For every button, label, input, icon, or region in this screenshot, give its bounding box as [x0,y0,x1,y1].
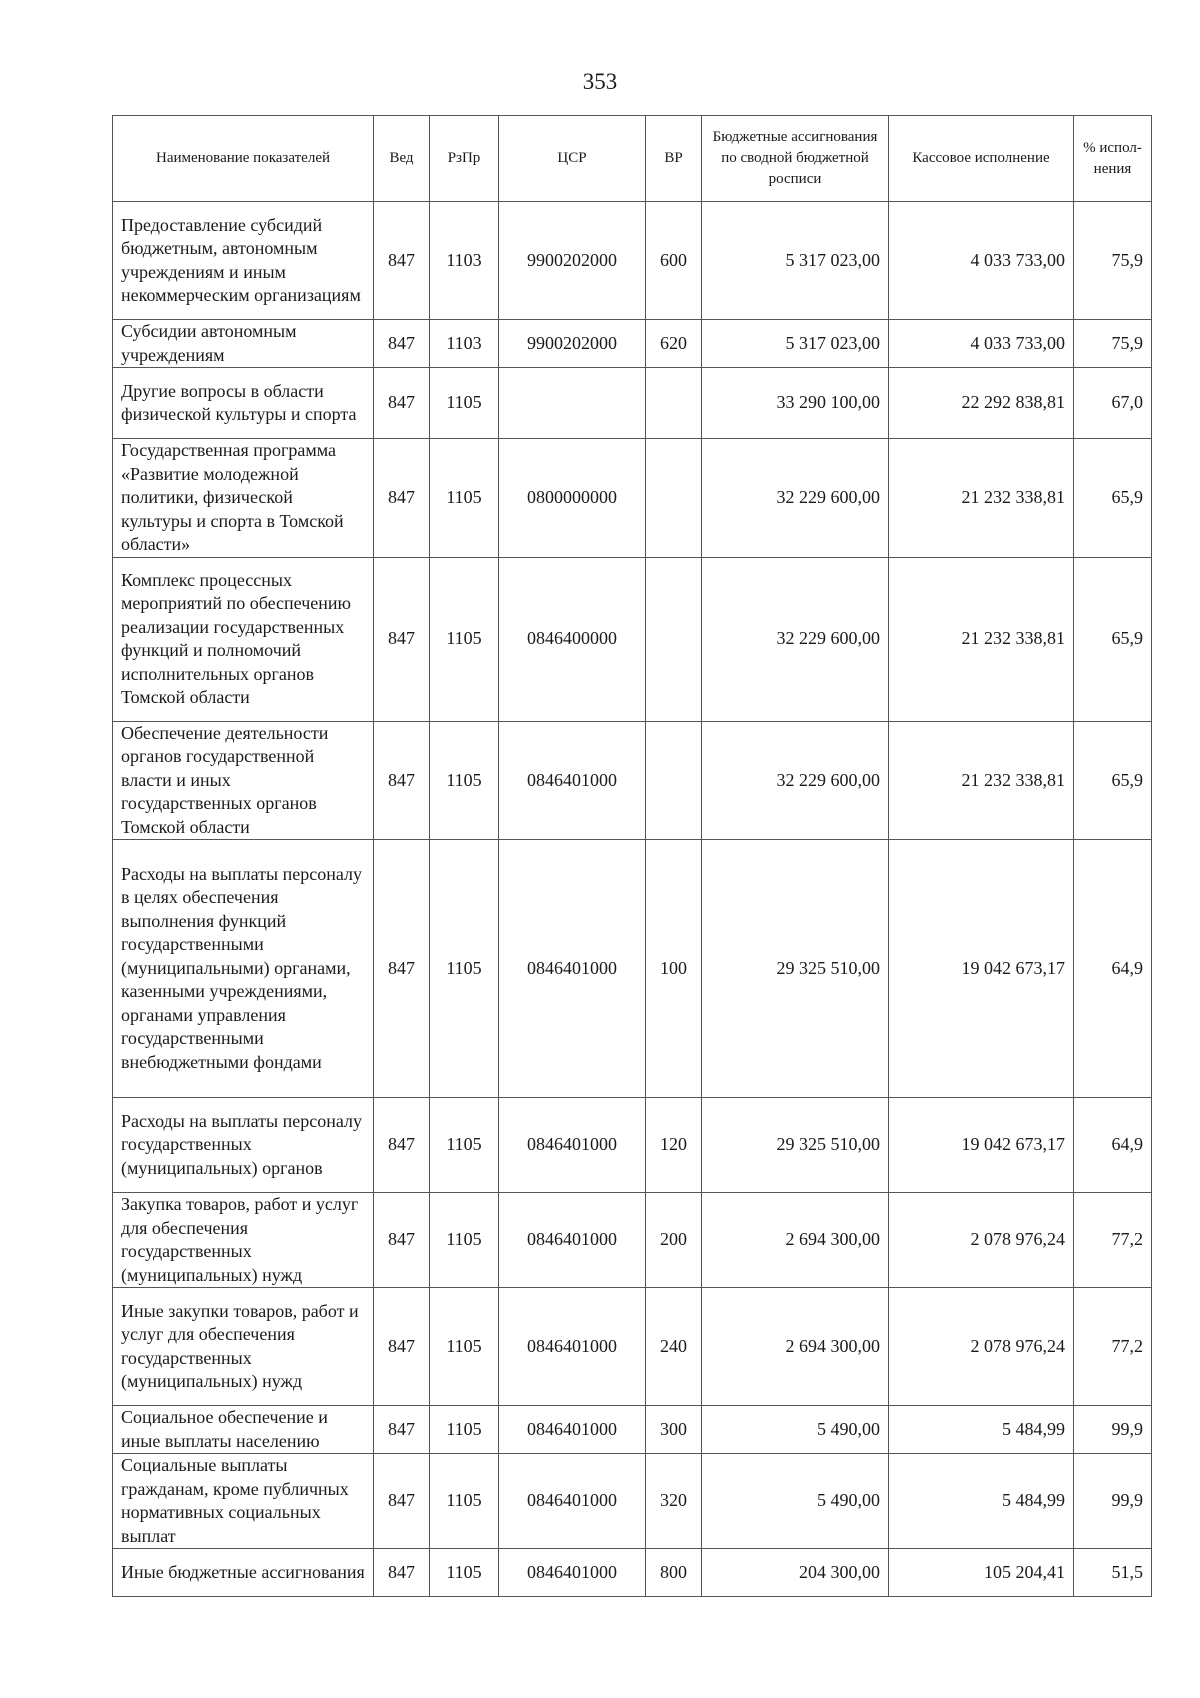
header-ved: Вед [374,116,430,202]
header-cash-execution: Кассовое исполнение [889,116,1074,202]
table-row [113,721,1152,840]
row-percent: 99,9 [1074,1406,1152,1454]
row-vr [646,368,702,439]
table-row [113,1549,1152,1597]
row-vr: 800 [646,1549,702,1597]
row-percent: 65,9 [1074,557,1152,721]
row-vr: 200 [646,1193,702,1288]
row-rzpr: 1105 [430,1288,499,1406]
row-assignments: 32 229 600,00 [702,439,889,558]
row-cash-execution: 19 042 673,17 [889,1098,1074,1193]
row-assignments: 32 229 600,00 [702,557,889,721]
row-vr: 620 [646,320,702,368]
row-name: Обеспечение деятельности органов государственной власти и иных государственных органов Томской области [113,721,374,840]
table-row [113,202,1152,320]
row-percent: 65,9 [1074,721,1152,840]
row-cash-execution: 2 078 976,24 [889,1288,1074,1406]
row-rzpr: 1103 [430,202,499,320]
row-vr [646,439,702,558]
row-ved: 847 [374,1549,430,1597]
row-cash-execution: 22 292 838,81 [889,368,1074,439]
row-ved: 847 [374,1454,430,1549]
row-rzpr: 1105 [430,840,499,1098]
row-assignments: 5 317 023,00 [702,202,889,320]
row-percent: 77,2 [1074,1288,1152,1406]
header-csr: ЦСР [499,116,646,202]
row-csr: 0846401000 [499,1288,646,1406]
row-assignments: 5 490,00 [702,1454,889,1549]
row-percent: 65,9 [1074,439,1152,558]
header-vr: ВР [646,116,702,202]
row-ved: 847 [374,840,430,1098]
row-csr: 0846401000 [499,721,646,840]
row-name: Иные бюджетные ассигнования [113,1549,374,1597]
row-percent: 99,9 [1074,1454,1152,1549]
row-rzpr: 1105 [430,557,499,721]
row-ved: 847 [374,557,430,721]
row-rzpr: 1105 [430,1406,499,1454]
row-csr: 9900202000 [499,320,646,368]
table-header-row [113,116,1152,202]
row-name: Комплекс процессных мероприятий по обеспечению реализации государственных функций и полномочий исполнительных органов Томской области [113,557,374,721]
row-ved: 847 [374,1288,430,1406]
row-csr: 9900202000 [499,202,646,320]
row-assignments: 33 290 100,00 [702,368,889,439]
row-cash-execution: 4 033 733,00 [889,320,1074,368]
row-assignments: 2 694 300,00 [702,1193,889,1288]
row-vr: 600 [646,202,702,320]
row-cash-execution: 105 204,41 [889,1549,1074,1597]
row-cash-execution: 5 484,99 [889,1454,1074,1549]
header-percent: % испол-нения [1074,116,1152,202]
row-name: Закупка товаров, работ и услуг для обеспечения государственных (муниципальных) нужд [113,1193,374,1288]
row-assignments: 2 694 300,00 [702,1288,889,1406]
row-assignments: 29 325 510,00 [702,840,889,1098]
row-cash-execution: 4 033 733,00 [889,202,1074,320]
row-rzpr: 1105 [430,1098,499,1193]
row-rzpr: 1103 [430,320,499,368]
row-vr: 320 [646,1454,702,1549]
row-rzpr: 1105 [430,1193,499,1288]
row-assignments: 5 490,00 [702,1406,889,1454]
row-ved: 847 [374,1406,430,1454]
row-csr: 0846401000 [499,1406,646,1454]
row-rzpr: 1105 [430,368,499,439]
row-ved: 847 [374,439,430,558]
page-number: 353 [582,69,618,94]
row-cash-execution: 21 232 338,81 [889,439,1074,558]
row-name: Иные закупки товаров, работ и услуг для обеспечения государственных (муниципальных) нужд [113,1288,374,1406]
table-row [113,840,1152,1098]
row-vr [646,721,702,840]
header-assignments: Бюджетные ассигнования по сводной бюджетной росписи [702,116,889,202]
row-rzpr: 1105 [430,1454,499,1549]
row-ved: 847 [374,368,430,439]
row-name: Субсидии автономным учреждениям [113,320,374,368]
row-name: Социальное обеспечение и иные выплаты населению [113,1406,374,1454]
row-percent: 75,9 [1074,202,1152,320]
row-ved: 847 [374,320,430,368]
row-csr: 0846401000 [499,840,646,1098]
table-row [113,1193,1152,1288]
row-ved: 847 [374,1193,430,1288]
row-percent: 64,9 [1074,840,1152,1098]
table-row [113,557,1152,721]
row-csr [499,368,646,439]
row-rzpr: 1105 [430,439,499,558]
row-name: Другие вопросы в области физической культуры и спорта [113,368,374,439]
row-assignments: 29 325 510,00 [702,1098,889,1193]
row-cash-execution: 21 232 338,81 [889,557,1074,721]
row-vr: 120 [646,1098,702,1193]
table-row [113,1098,1152,1193]
row-percent: 67,0 [1074,368,1152,439]
row-ved: 847 [374,202,430,320]
row-percent: 77,2 [1074,1193,1152,1288]
row-vr: 240 [646,1288,702,1406]
header-name: Наименование показателей [113,116,374,202]
budget-table [112,115,1152,1597]
table-row [113,1454,1152,1549]
row-csr: 0846401000 [499,1549,646,1597]
row-cash-execution: 19 042 673,17 [889,840,1074,1098]
row-name: Расходы на выплаты персоналу в целях обеспечения выполнения функций государственными (муниципальными) органами, казенными учреждениями, органами управления государственными внебюджетными фондами [113,840,374,1098]
row-percent: 51,5 [1074,1549,1152,1597]
row-csr: 0800000000 [499,439,646,558]
row-name: Государственная программа «Развитие молодежной политики, физической культуры и спорта в Томской области» [113,439,374,558]
row-cash-execution: 2 078 976,24 [889,1193,1074,1288]
table-row [113,1406,1152,1454]
row-csr: 0846401000 [499,1454,646,1549]
row-vr [646,557,702,721]
header-rzpr: РзПр [430,116,499,202]
table-row [113,439,1152,558]
row-ved: 847 [374,721,430,840]
table-row [113,320,1152,368]
row-rzpr: 1105 [430,1549,499,1597]
row-assignments: 204 300,00 [702,1549,889,1597]
row-vr: 100 [646,840,702,1098]
row-ved: 847 [374,1098,430,1193]
row-cash-execution: 5 484,99 [889,1406,1074,1454]
row-vr: 300 [646,1406,702,1454]
row-assignments: 32 229 600,00 [702,721,889,840]
row-csr: 0846401000 [499,1098,646,1193]
row-rzpr: 1105 [430,721,499,840]
row-name: Предоставление субсидий бюджетным, автономным учреждениям и иным некоммерческим организациям [113,202,374,320]
row-csr: 0846401000 [499,1193,646,1288]
row-percent: 75,9 [1074,320,1152,368]
table-row [113,1288,1152,1406]
row-percent: 64,9 [1074,1098,1152,1193]
row-cash-execution: 21 232 338,81 [889,721,1074,840]
row-name: Социальные выплаты гражданам, кроме публичных нормативных социальных выплат [113,1454,374,1549]
row-assignments: 5 317 023,00 [702,320,889,368]
row-name: Расходы на выплаты персоналу государственных (муниципальных) органов [113,1098,374,1193]
row-csr: 0846400000 [499,557,646,721]
table-row [113,368,1152,439]
